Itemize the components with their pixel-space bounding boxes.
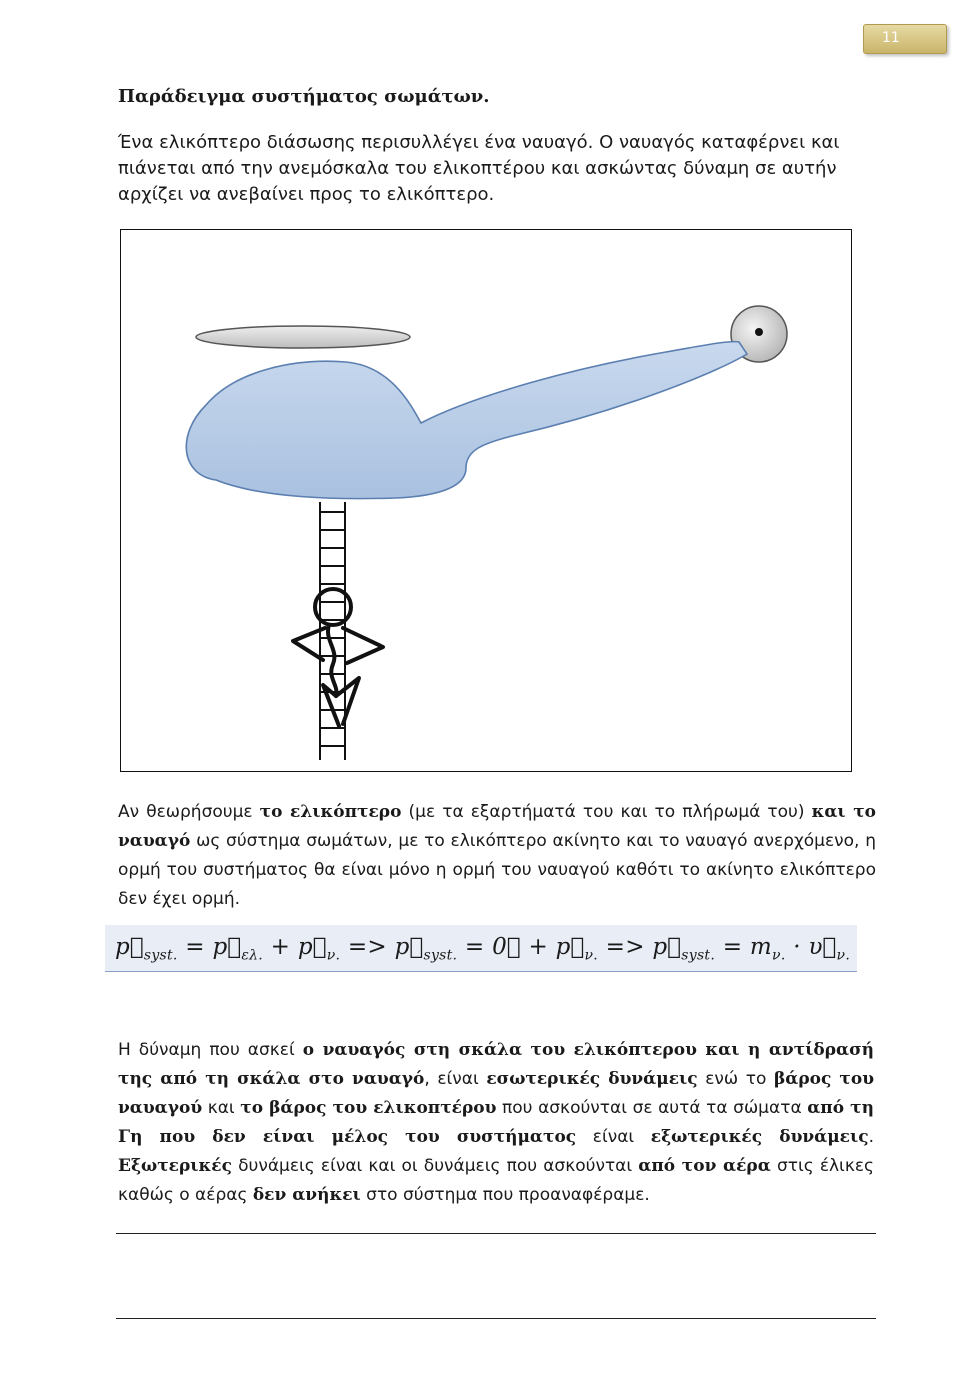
eq-subscript: ν. <box>772 947 786 964</box>
bold-run: και το ναυαγό <box>118 802 876 851</box>
helicopter-body <box>186 342 747 499</box>
bold-run: το ελικόπτερο <box>259 802 402 822</box>
bold-run: δεν ανήκει <box>252 1185 361 1205</box>
eq-symbol: p⃗ <box>652 934 682 960</box>
bold-run: από τη Γη που δεν είναι μέλος του συστήματος <box>118 1098 874 1147</box>
eq-operator: => <box>598 934 653 960</box>
helicopter-figure <box>120 229 852 772</box>
eq-symbol: p⃗ <box>115 934 144 960</box>
rope-ladder <box>320 502 345 760</box>
text-run: είναι <box>576 1127 651 1147</box>
eq-symbol: p⃗ <box>394 934 424 960</box>
page-number-badge <box>863 24 947 54</box>
eq-operator: + <box>263 934 298 960</box>
bold-run: το βάρος του ελικοπτέρου <box>240 1098 497 1118</box>
bold-run: Εξωτερικές <box>118 1156 232 1176</box>
text-run: ως σύστημα σωμάτων, με το ελικόπτερο ακίνητο και το ναυαγό ανερχόμενο, η ορμή του συστήματος θα είναι μόνο η ορμή του ναυαγού καθότι το ακίνητο ελικόπτερο δεν έχει ορμή. <box>118 831 876 909</box>
text-run: και <box>202 1098 241 1118</box>
system-paragraph <box>118 798 876 914</box>
eq-subscript: syst. <box>143 947 178 964</box>
eq-operator: = <box>177 934 213 960</box>
eq-symbol: p⃗ <box>555 934 585 960</box>
castaway-figure <box>293 589 383 726</box>
eq-subscript: ν. <box>836 947 851 964</box>
eq-operator: · <box>785 934 809 960</box>
text-run: , είναι <box>424 1069 487 1089</box>
momentum-equation <box>115 934 850 964</box>
eq-symbol: p⃗ <box>297 934 327 960</box>
eq-subscript: syst. <box>423 947 458 964</box>
eq-subscript: ελ. <box>241 947 264 964</box>
eq-symbol: m <box>749 934 773 960</box>
eq-operator: = <box>457 934 493 960</box>
rotor-blade <box>196 326 410 348</box>
text-run: ενώ το <box>697 1069 774 1089</box>
bold-run: εξωτερικές δυνάμεις <box>650 1127 869 1147</box>
eq-symbol: υ⃗ <box>808 934 837 960</box>
text-run: (με τα εξαρτήματά του και το πλήρωμά του) <box>401 802 812 822</box>
forces-paragraph <box>118 1036 874 1210</box>
eq-operator: = <box>715 934 750 960</box>
intro-paragraph: Ένα ελικόπτερο διάσωσης περισυλλέγει ένα ναυαγό. Ο ναυαγός καταφέρνει και πιάνεται από την ανεμόσκαλα του ελικοπτέρου και ασκώντας δύναμη σε αυτήν αρχίζει να ανεβαίνει προς το ελικόπτερο. <box>118 132 840 205</box>
divider-line <box>116 1233 876 1234</box>
text-run: που ασκούνται σε αυτά τα σώματα <box>496 1098 808 1118</box>
bold-run: εσωτερικές δυνάμεις <box>486 1069 698 1089</box>
page-number: 11 <box>882 30 900 46</box>
eq-subscript: syst. <box>681 947 716 964</box>
helicopter-illustration <box>121 230 851 771</box>
text-run: δυνάμεις είναι και οι δυνάμεις που ασκούνται <box>231 1156 639 1176</box>
tail-rotor-hub <box>755 328 763 336</box>
eq-subscript: ν. <box>584 947 599 964</box>
text-run: Η δύναμη που ασκεί <box>118 1040 303 1060</box>
eq-operator: => <box>340 934 395 960</box>
eq-symbol: p⃗ <box>212 934 242 960</box>
text-run: Αν θεωρήσουμε <box>118 802 260 822</box>
text-run: στο σύστημα που προαναφέραμε. <box>360 1185 650 1205</box>
bold-run: από τον αέρα <box>638 1156 771 1176</box>
eq-symbol: 0⃗ <box>492 934 521 960</box>
divider-line <box>116 1318 876 1319</box>
bold-run: βάρος του ναυαγού <box>118 1069 874 1118</box>
eq-subscript: ν. <box>326 947 341 964</box>
bold-run: ο ναυαγός στη σκάλα του ελικόπτερου και η αντίδρασή της από τη σκάλα στο ναυαγό <box>118 1040 874 1089</box>
section-title: Παράδειγμα συστήματος σωμάτων. <box>118 86 490 107</box>
eq-operator: + <box>520 934 556 960</box>
text-run: . <box>868 1127 874 1147</box>
text-run: στις έλικες καθώς ο αέρας <box>118 1156 874 1205</box>
